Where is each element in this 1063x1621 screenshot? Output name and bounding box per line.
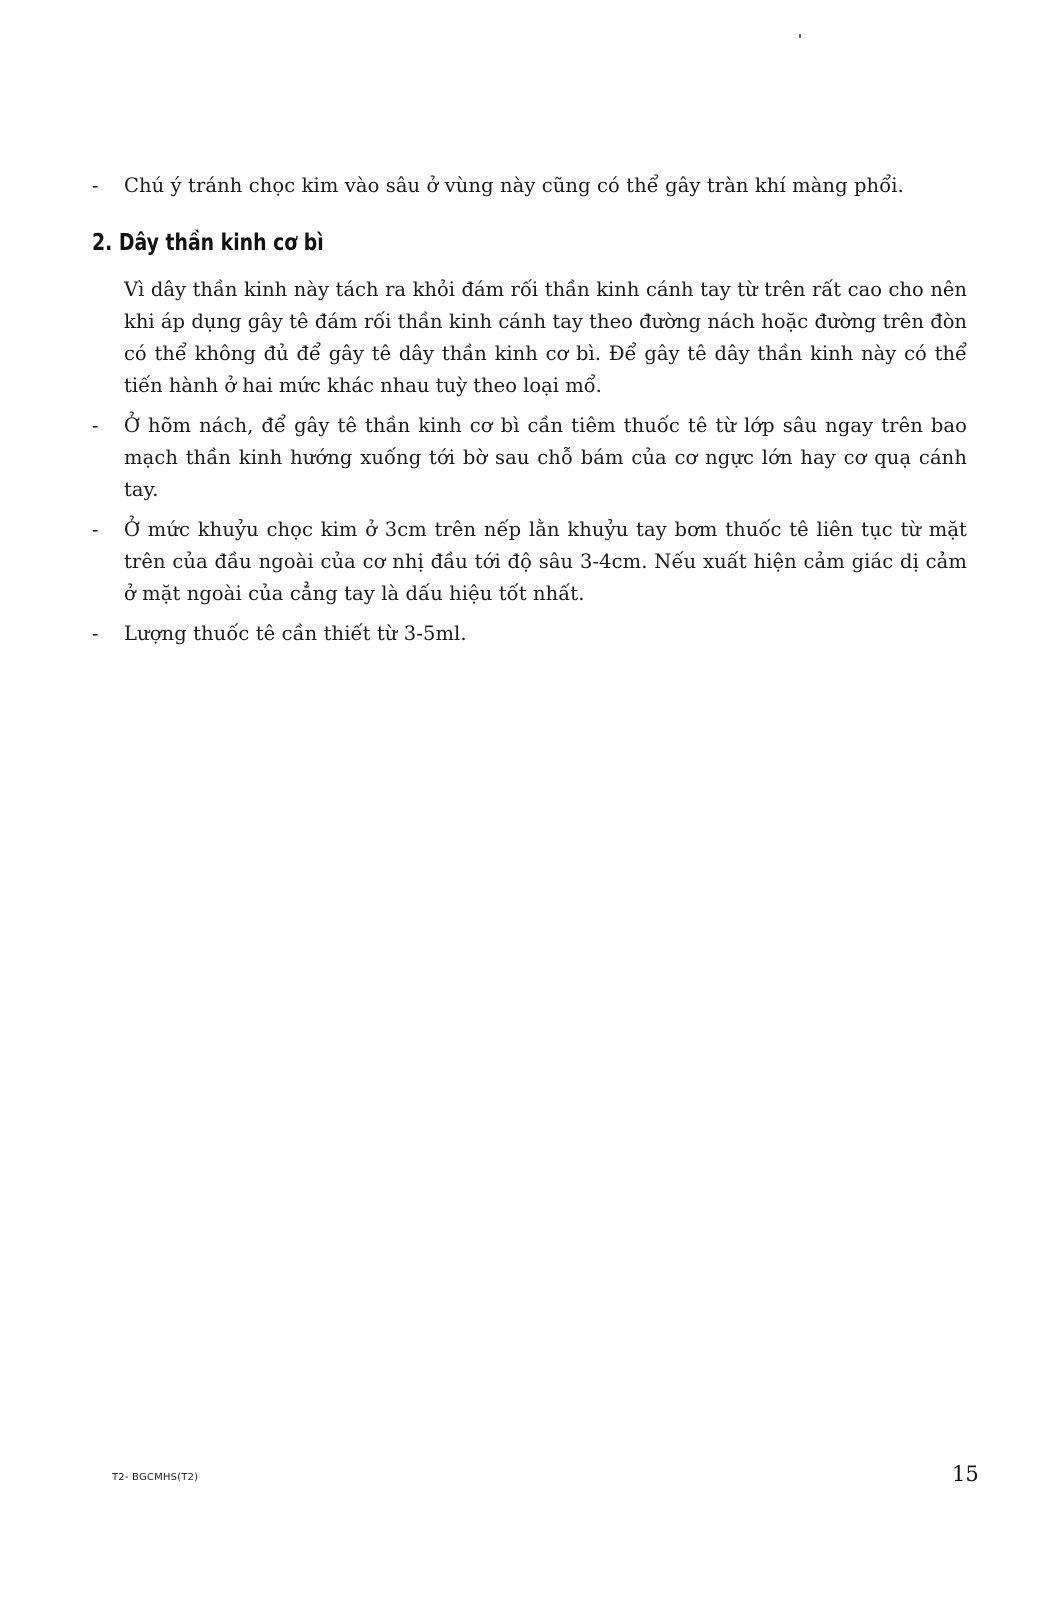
bullet-marker: - [92, 622, 99, 645]
bullet-text: Chú ý tránh chọc kim vào sâu ở vùng này cũng có thể gây tràn khí màng phổi. [124, 174, 904, 197]
section-heading: 2. Dây thần kinh cơ bì [92, 230, 324, 256]
bullet-text: Ở mức khuỷu chọc kim ở 3cm trên nếp lằn khuỷu tay bơm thuốc tê liên tục từ mặt trên của đầu ngoài của cơ nhị đầu tới độ sâu 3-4cm. Nếu xuất hiện cảm giác dị cảm ở mặt ngoài của cẳng tay là dấu hiệu tốt nhất. [124, 518, 967, 605]
bullet-marker: - [92, 518, 99, 541]
list-item [92, 618, 967, 650]
list-item [92, 514, 967, 610]
page-content [92, 170, 967, 658]
bullet-marker: - [92, 174, 99, 197]
bullet-text: Lượng thuốc tê cần thiết từ 3-5ml. [124, 622, 467, 645]
section-bullet-list [92, 410, 967, 650]
scan-speck [799, 34, 801, 38]
intro-bullet [92, 170, 967, 202]
section-paragraph: Vì dây thần kinh này tách ra khỏi đám rối thần kinh cánh tay từ trên rất cao cho nên khi áp dụng gây tê đám rối thần kinh cánh tay theo đường nách hoặc đường trên đòn có thể không đủ để gây tê dây thần kinh cơ bì. Để gây tê dây thần kinh này có thể tiến hành ở hai mức khác nhau tuỳ theo loại mổ. [124, 278, 967, 397]
bullet-marker: - [92, 414, 99, 437]
footer-code: T2- BGCMHS(T2) [112, 1472, 199, 1483]
page-number: 15 [952, 1462, 979, 1486]
bullet-text: Ở hõm nách, để gây tê thần kinh cơ bì cần tiêm thuốc tê từ lớp sâu ngay trên bao mạch thần kinh hướng xuống tới bờ sau chỗ bám của cơ ngực lớn hay cơ quạ cánh tay. [124, 414, 967, 501]
list-item [92, 410, 967, 506]
